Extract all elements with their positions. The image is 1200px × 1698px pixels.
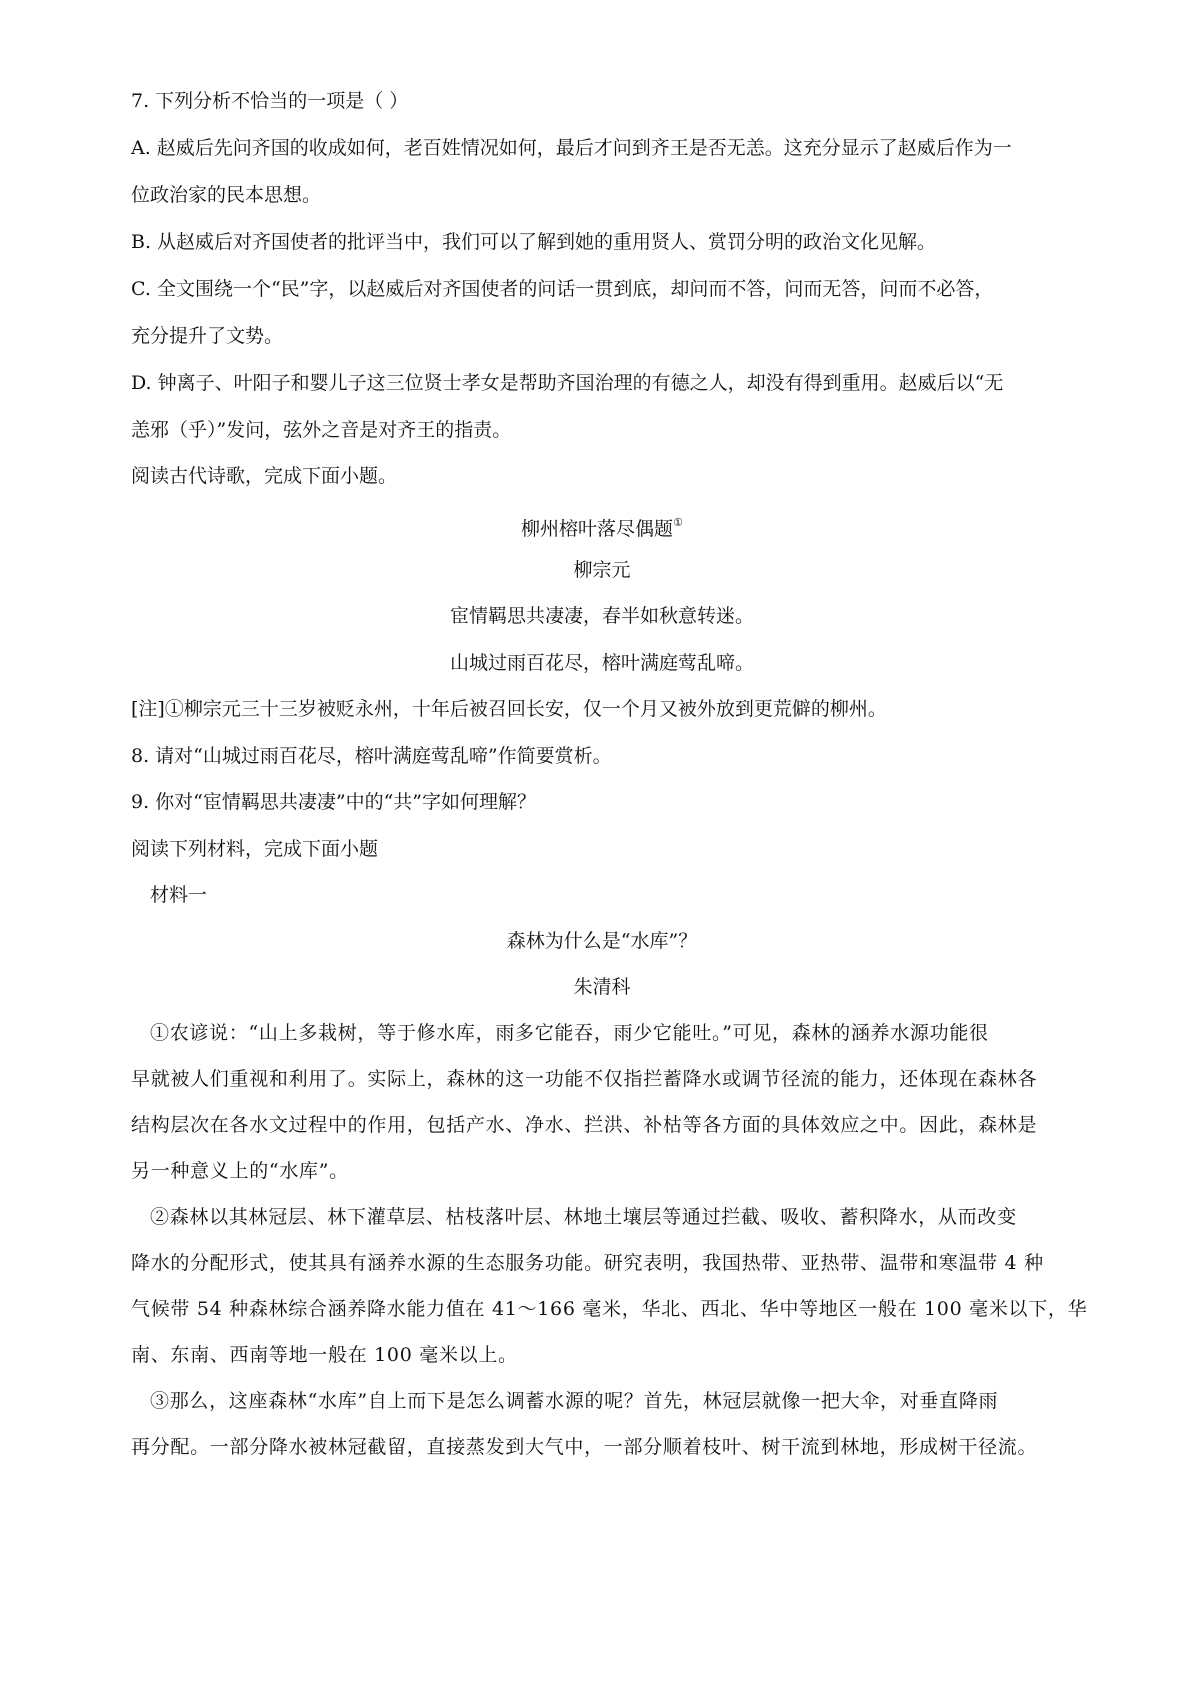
option-a-line-2: 位政治家的民本思想。 [131,184,322,206]
question-7-suffix: 的一项是（ ） [288,90,409,112]
poem-title-line [131,508,1073,544]
option-c-line-2: 充分提升了文势。 [131,325,284,347]
question-7-stem [131,86,1101,116]
poem-title: 柳州榕叶落尽偶题 [521,518,674,540]
poem-line-2: 山城过雨百花尽，榕叶满庭莺乱啼。 [449,652,754,674]
article-paragraph-3-line-1: ③那么，这座森林“水库”自上而下是怎么调蓄水源的呢？首先，林冠层就像一把大伞，对垂直降雨 [150,1390,999,1412]
article-paragraph-1-line-4: 另一种意义上的“水库”。 [131,1160,349,1182]
option-d-line-1: D. 钟离子、叶阳子和婴儿子这三位贤士孝女是帮助齐国治理的有德之人，却没有得到重用。赵威后以“无 [131,372,1004,394]
article-paragraph-2-line-4: 南、东南、西南等地一般在 100 毫米以上。 [131,1344,518,1366]
option-d-line-2: 恙邪（乎）”发问，弦外之音是对齐王的指责。 [131,419,512,441]
option-c-line-1: C. 全文围绕一个“民”字，以赵威后对齐国使者的问话一贯到底，却问而不答，问而无答，问而不必答， [131,278,994,300]
question-7-prefix: 7. 下列分析 [131,90,232,112]
article-paragraph-2-line-1: ②森林以其林冠层、林下灌草层、枯枝落叶层、林地土壤层等通过拦截、吸收、蓄积降水，从而改变 [150,1206,1017,1228]
poem-line-1: 宦情羁思共凄凄，春半如秋意转迷。 [449,605,754,627]
poem-note: [注]①柳宗元三十三岁被贬永州，十年后被召回长安，仅一个月又被外放到更荒僻的柳州。 [131,698,887,720]
option-b-line-1: B. 从赵威后对齐国使者的批评当中，我们可以了解到她的重用贤人、赏罚分明的政治文化见解。 [131,231,937,253]
article-paragraph-2-line-3: 气候带 54 种森林综合涵养降水能力值在 41～166 毫米，华北、西北、华中等地区一般在 100 毫米以下，华 [131,1298,1088,1320]
material-section-intro: 阅读下列材料，完成下面小题 [131,838,379,860]
poem-title-note-mark: ① [673,516,683,529]
article-author: 朱清科 [573,976,631,998]
question-7-emphasis: 不恰当 · · · [231,90,288,112]
article-title: 森林为什么是“水库”？ [506,930,698,952]
poem-author: 柳宗元 [573,559,631,581]
poem-section-intro: 阅读古代诗歌，完成下面小题。 [131,465,398,487]
material-label: 材料一 [150,884,208,906]
article-paragraph-1-line-2: 早就被人们重视和利用了。实际上，森林的这一功能不仅指拦蓄降水或调节径流的能力，还体现在森林各 [131,1068,1038,1090]
question-9: 9. 你对“宦情羁思共凄凄”中的“共”字如何理解？ [131,791,537,813]
article-paragraph-3-line-2: 再分配。一部分降水被林冠截留，直接蒸发到大气中，一部分顺着枝叶、树干流到林地，形成树干径流。 [131,1436,1038,1458]
question-8: 8. 请对“山城过雨百花尽，榕叶满庭莺乱啼”作简要赏析。 [131,745,612,767]
article-paragraph-1-line-1: ①农谚说：“山上多栽树，等于修水库，雨多它能吞，雨少它能吐。”可见，森林的涵养水源功能很 [150,1022,989,1044]
article-paragraph-2-line-2: 降水的分配形式，使其具有涵养水源的生态服务功能。研究表明，我国热带、亚热带、温带和寒温带 4 种 [131,1252,1044,1274]
option-a-line-1: A. 赵威后先问齐国的收成如何，老百姓情况如何，最后才问到齐王是否无恙。这充分显示了赵威后作为一 [131,137,1012,159]
article-paragraph-1-line-3: 结构层次在各水文过程中的作用，包括产水、净水、拦洪、补枯等各方面的具体效应之中。因此，森林是 [131,1114,1038,1136]
